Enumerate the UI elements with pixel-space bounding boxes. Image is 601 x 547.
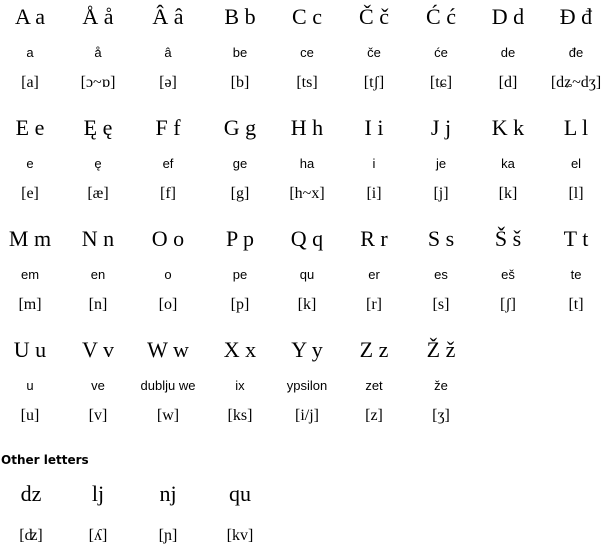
letter-name: o bbox=[164, 267, 172, 282]
letter-name: će bbox=[434, 45, 448, 60]
letter-name: đe bbox=[568, 45, 584, 60]
letter-glyph: U u bbox=[13, 337, 47, 362]
letter-glyph: N n bbox=[81, 226, 115, 251]
letter-name: å bbox=[94, 45, 102, 60]
letter-name: ha bbox=[299, 156, 315, 171]
letter-glyph: T t bbox=[563, 226, 589, 251]
letter-name: zet bbox=[365, 378, 383, 393]
other-letter-ipa: [ʎ] bbox=[88, 527, 108, 544]
letter-ipa: [u] bbox=[20, 407, 40, 424]
letter-name: a bbox=[26, 45, 34, 60]
letter-glyph: M m bbox=[8, 226, 52, 251]
letter-ipa: [i] bbox=[366, 185, 382, 202]
letter-glyph: I i bbox=[364, 115, 384, 140]
letter-name: er bbox=[368, 267, 380, 282]
letter-name: te bbox=[570, 267, 582, 282]
letter-name: e bbox=[26, 156, 34, 171]
letter-glyph: Â â bbox=[152, 4, 184, 29]
letter-name: če bbox=[367, 45, 381, 60]
letter-ipa: [m] bbox=[18, 296, 42, 313]
letter-glyph: Ž ž bbox=[426, 337, 456, 362]
letter-name: be bbox=[232, 45, 248, 60]
letter-ipa: [a] bbox=[21, 74, 39, 91]
letter-name: ix bbox=[235, 378, 245, 393]
letter-name: eš bbox=[501, 267, 515, 282]
letter-glyph: D d bbox=[491, 4, 525, 29]
alphabet-row bbox=[0, 114, 601, 225]
letter-name: je bbox=[435, 156, 447, 171]
letter-ipa: [w] bbox=[156, 407, 180, 424]
letter-ipa: [b] bbox=[230, 74, 250, 91]
letter-glyph: Å å bbox=[82, 4, 114, 29]
letter-glyph: A a bbox=[15, 4, 45, 29]
letter-ipa: [d] bbox=[498, 74, 518, 91]
other-letters-row bbox=[0, 481, 601, 547]
letter-ipa: [p] bbox=[230, 296, 250, 313]
other-letter-ipa: [kv] bbox=[226, 527, 254, 544]
other-letter-glyph: nj bbox=[159, 481, 177, 506]
letter-glyph: V v bbox=[82, 337, 114, 362]
letter-ipa: [n] bbox=[88, 296, 108, 313]
letter-glyph: E e bbox=[15, 115, 45, 140]
letter-ipa: [t] bbox=[568, 296, 584, 313]
letter-glyph: X x bbox=[223, 337, 257, 362]
other-letter-glyph: lj bbox=[91, 481, 105, 506]
letter-ipa: [i/j] bbox=[295, 407, 319, 424]
alphabet-row bbox=[0, 225, 601, 336]
letter-ipa: [h~x] bbox=[289, 185, 325, 202]
letter-ipa: [v] bbox=[88, 407, 108, 424]
letter-ipa: [r] bbox=[366, 296, 382, 313]
letter-name: dublju we bbox=[140, 378, 196, 393]
letter-glyph: Z z bbox=[359, 337, 389, 362]
letter-name: ge bbox=[232, 156, 248, 171]
letter-ipa: [ə] bbox=[159, 74, 177, 91]
letter-ipa: [tɕ] bbox=[429, 74, 453, 91]
letter-glyph: Q q bbox=[290, 226, 324, 251]
other-letter-glyph: qu bbox=[229, 481, 251, 506]
letter-ipa: [s] bbox=[432, 296, 450, 313]
letter-glyph: L l bbox=[563, 115, 589, 140]
letter-glyph: J j bbox=[430, 115, 452, 140]
letter-name: ce bbox=[300, 45, 314, 60]
letter-glyph: Ę ę bbox=[83, 115, 113, 140]
letter-name: qu bbox=[299, 267, 315, 282]
letter-name: el bbox=[570, 156, 582, 171]
letter-glyph: P p bbox=[226, 226, 254, 251]
letter-name: že bbox=[434, 378, 448, 393]
letter-glyph: Š š bbox=[494, 226, 522, 251]
letter-name: ve bbox=[91, 378, 105, 393]
letter-name: â bbox=[164, 45, 172, 60]
letter-name: de bbox=[500, 45, 516, 60]
letter-ipa: [ts] bbox=[296, 74, 318, 91]
letter-ipa: [e] bbox=[21, 185, 39, 202]
letter-ipa: [f] bbox=[160, 185, 176, 202]
alphabet-row bbox=[0, 336, 601, 447]
letter-ipa: [j] bbox=[433, 185, 449, 202]
letter-glyph: Y y bbox=[291, 337, 323, 362]
letter-glyph: F f bbox=[155, 115, 181, 140]
letter-ipa: [ʃ] bbox=[500, 296, 516, 313]
letter-ipa: [ks] bbox=[227, 407, 253, 424]
letter-name: ę bbox=[94, 156, 102, 171]
other-letter-ipa: [ɲ] bbox=[158, 527, 178, 544]
other-letter-glyph: dz bbox=[20, 481, 42, 506]
letter-name: ypsilon bbox=[286, 378, 328, 393]
other-letter-ipa: [ʣ] bbox=[19, 527, 43, 544]
alphabet-row bbox=[0, 3, 601, 114]
letter-ipa: [tʃ] bbox=[363, 74, 385, 91]
letter-name: em bbox=[20, 267, 40, 282]
letter-name: i bbox=[372, 156, 376, 171]
other-letters-heading: Other letters bbox=[1, 453, 89, 467]
letter-ipa: [z] bbox=[365, 407, 383, 424]
letter-glyph: Ć ć bbox=[426, 4, 456, 29]
letter-glyph: S s bbox=[427, 226, 455, 251]
letter-name: es bbox=[434, 267, 448, 282]
letter-ipa: [o] bbox=[158, 296, 178, 313]
letter-ipa: [ɔ~ɒ] bbox=[80, 74, 116, 91]
letter-glyph: B b bbox=[224, 4, 256, 29]
letter-ipa: [dʑ~dʒ] bbox=[550, 74, 601, 91]
letter-name: u bbox=[26, 378, 34, 393]
letter-glyph: O o bbox=[151, 226, 185, 251]
letter-glyph: W w bbox=[147, 337, 189, 362]
letter-name: ka bbox=[501, 156, 515, 171]
letter-ipa: [k] bbox=[498, 185, 518, 202]
letter-glyph: Đ đ bbox=[559, 4, 593, 29]
letter-glyph: H h bbox=[290, 115, 324, 140]
letter-name: pe bbox=[232, 267, 248, 282]
letter-ipa: [k] bbox=[297, 296, 317, 313]
letter-ipa: [l] bbox=[568, 185, 584, 202]
letter-glyph: K k bbox=[491, 115, 525, 140]
letter-name: ef bbox=[162, 156, 174, 171]
letter-glyph: Č č bbox=[359, 4, 389, 29]
letter-ipa: [g] bbox=[230, 185, 250, 202]
letter-glyph: G g bbox=[223, 115, 257, 140]
letter-ipa: [ʒ] bbox=[432, 407, 450, 424]
letter-name: en bbox=[90, 267, 106, 282]
letter-ipa: [æ] bbox=[87, 185, 109, 202]
letter-glyph: R r bbox=[360, 226, 388, 251]
letter-glyph: C c bbox=[292, 4, 322, 29]
